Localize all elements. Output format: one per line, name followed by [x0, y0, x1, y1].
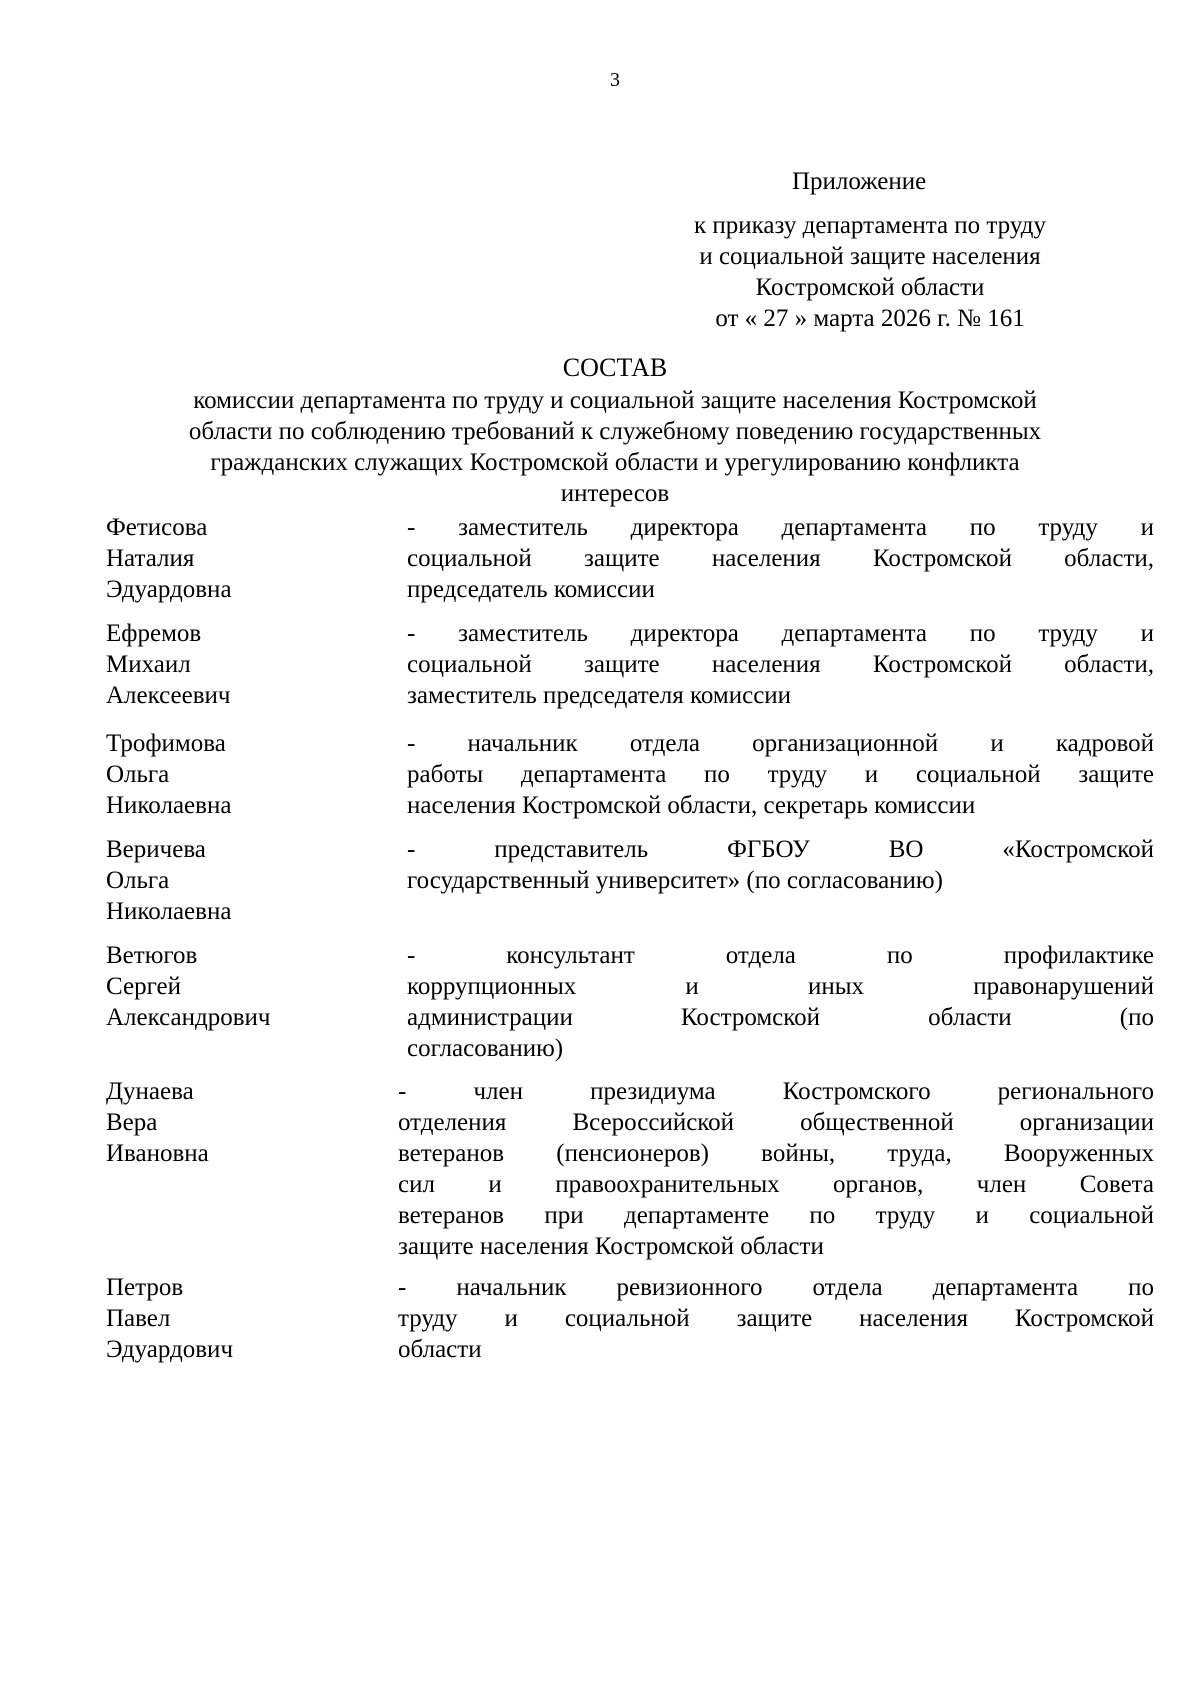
role-line: государственный университет» (по согласованию) [407, 867, 943, 894]
member-name [106, 1076, 396, 1169]
appendix-title: Приложение [792, 168, 927, 195]
name-line: Ефремов [106, 620, 202, 647]
appendix-line: от « 27 » марта 2026 г. № 161 [715, 305, 1025, 332]
name-line: Павел [106, 1305, 171, 1332]
role-line: социальной защите населения Костромской области, [407, 545, 1154, 572]
role-line: отделения Всероссийской общественной организации [398, 1109, 1154, 1136]
role-line: ветеранов (пенсионеров) войны, труда, Вооруженных [398, 1140, 1154, 1167]
member-role [398, 1272, 1154, 1365]
member-name [106, 940, 396, 1033]
role-line: согласованию) [407, 1035, 564, 1062]
name-line: Александрович [106, 1004, 271, 1031]
name-line: Веричева [106, 836, 206, 863]
member-role [407, 834, 1154, 896]
name-line: Ольга [106, 867, 170, 894]
role-line: заместитель председателя комиссии [407, 682, 792, 709]
role-line: - представитель ФГБОУ ВО «Костромской [407, 836, 1154, 863]
role-line: работы департамента по труду и социальной защите [407, 761, 1154, 788]
member-name [106, 1272, 396, 1365]
member-name [106, 512, 396, 605]
member-role [407, 940, 1154, 1064]
name-line: Вера [106, 1109, 158, 1136]
name-line: Ветюгов [106, 942, 198, 969]
role-line: труду и социальной защите населения Костромской [398, 1305, 1154, 1332]
name-line: Петров [106, 1274, 184, 1301]
name-line: Трофимова [106, 730, 226, 757]
subheading-line: комиссии департамента по труду и социальной защите населения Костромской [193, 387, 1037, 414]
name-line: Эдуардович [106, 1336, 234, 1363]
role-line: защите населения Костромской области [398, 1233, 824, 1260]
role-line: населения Костромской области, секретарь комиссии [407, 792, 976, 819]
name-line: Алексеевич [106, 682, 231, 709]
document-subheading [125, 385, 1105, 509]
role-line: - заместитель директора департамента по труду и [407, 620, 1154, 647]
member-role [407, 512, 1154, 605]
name-line: Дунаева [106, 1078, 194, 1105]
name-line: Эдуардовна [106, 576, 232, 603]
member-role [407, 728, 1154, 821]
member-name [106, 618, 396, 711]
role-line: - начальник отдела организационной и кадровой [407, 730, 1154, 757]
member-role [407, 618, 1154, 711]
name-line: Сергей [106, 973, 181, 1000]
appendix-reference [630, 210, 1110, 334]
name-line: Николаевна [106, 898, 232, 925]
role-line: председатель комиссии [407, 576, 655, 603]
name-line: Ольга [106, 761, 170, 788]
role-line: сил и правоохранительных органов, член Совета [398, 1171, 1154, 1198]
member-role [398, 1076, 1154, 1262]
name-line: Николаевна [106, 792, 232, 819]
role-line: администрации Костромской области (по [407, 1004, 1154, 1031]
name-line: Ивановна [106, 1140, 209, 1167]
subheading-line: области по соблюдению требований к служебному поведению государственных [188, 418, 1042, 445]
name-line: Михаил [106, 651, 191, 678]
role-line: коррупционных и иных правонарушений [407, 973, 1154, 1000]
role-line: социальной защите населения Костромской области, [407, 651, 1154, 678]
name-line: Наталия [106, 545, 195, 572]
role-line: - консультант отдела по профилактике [407, 942, 1154, 969]
member-name [106, 728, 396, 821]
role-line: области [398, 1336, 482, 1363]
appendix-line: Костромской области [755, 274, 985, 301]
role-line: - заместитель директора департамента по труду и [407, 514, 1154, 541]
name-line: Фетисова [106, 514, 208, 541]
role-line: - член президиума Костромского регионального [398, 1078, 1154, 1105]
role-line: ветеранов при департаменте по труду и социальной [398, 1202, 1154, 1229]
appendix-line: к приказу департамента по труду [694, 212, 1046, 239]
subheading-line: гражданских служащих Костромской области и урегулированию конфликта [210, 449, 1020, 476]
document-heading: СОСТАВ [562, 353, 668, 382]
page-number: 3 [610, 69, 620, 91]
subheading-line: интересов [560, 480, 670, 507]
member-name [106, 834, 396, 927]
role-line: - начальник ревизионного отдела департамента по [398, 1274, 1154, 1301]
appendix-line: и социальной защите населения [699, 243, 1041, 270]
